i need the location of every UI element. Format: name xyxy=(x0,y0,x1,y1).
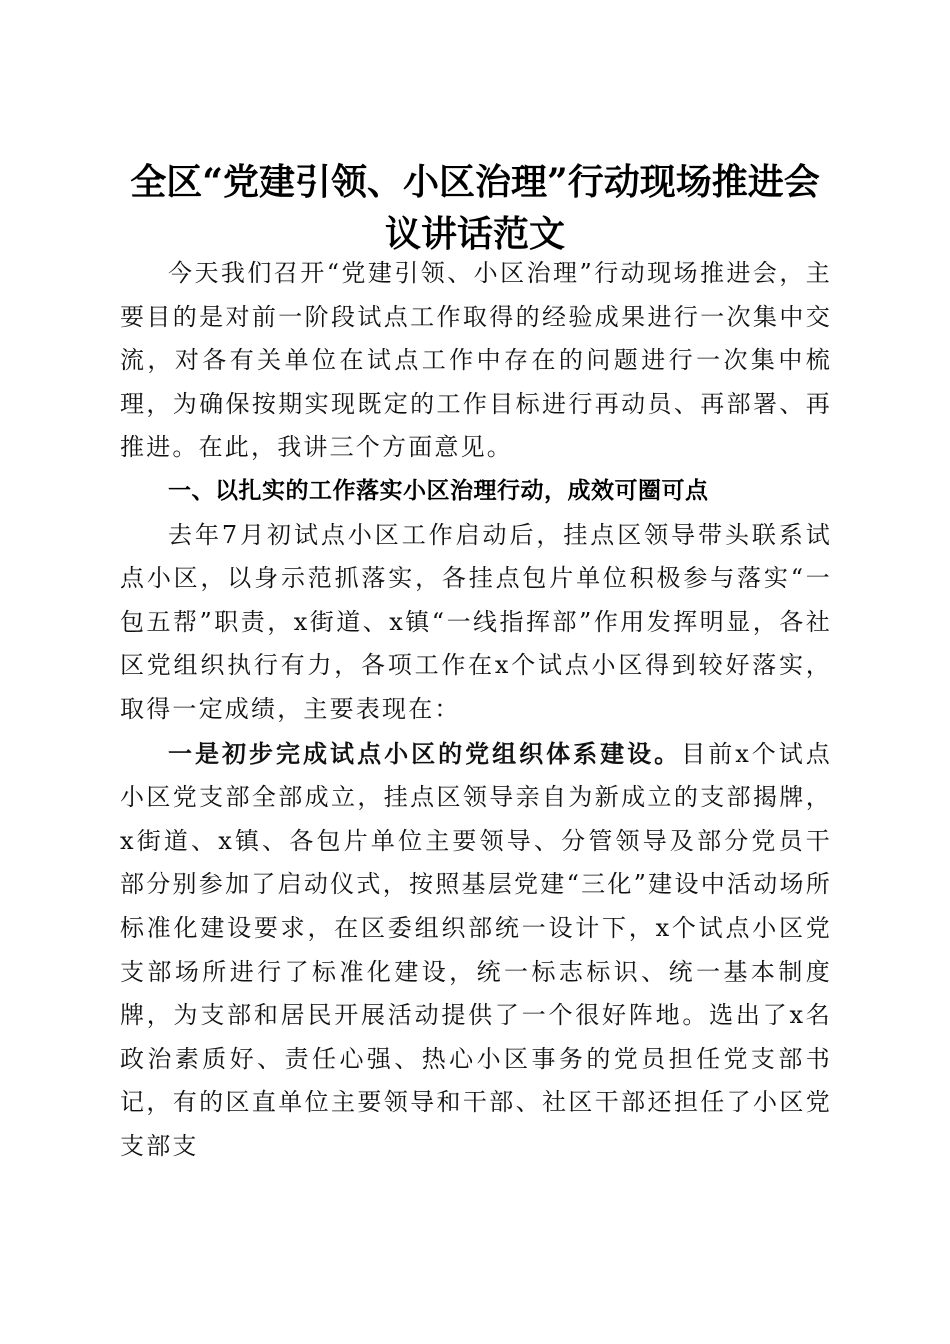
document-title xyxy=(100,156,850,260)
intro-paragraph: 今天我们召开“党建引领、小区治理”行动现场推进会，主要目的是对前一阶段试点工作取得的经验成果进行一次集中交流，对各有关单位在试点工作中存在的问题进行一次集中梳理，为确保按期实现既定的工作目标进行再动员、再部署、再推进。在此，我讲三个方面意见。 xyxy=(120,259,832,462)
title-line-2: 议讲话范文 xyxy=(384,213,565,256)
title-line-1: 全区“党建引领、小区治理”行动现场推进会 xyxy=(130,161,820,204)
section-1-point-1 xyxy=(120,732,832,1169)
point-1-lead: 一是初步完成试点小区的党组织体系建设。 xyxy=(168,738,682,768)
document-body xyxy=(120,252,832,1168)
section-1-paragraph-1: 去年7月初试点小区工作启动后，挂点区领导带头联系试点小区，以身示范抓落实，各挂点包片单位积极参与落实“一包五帮”职责，x街道、x镇“一线指挥部”作用发挥明显，各社区党组织执行有力，各项工作在x个试点小区得到较好落实，取得一定成绩，主要表现在： xyxy=(120,520,832,723)
section-heading-1: 一、以扎实的工作落实小区治理行动，成效可圈可点 xyxy=(168,477,709,504)
point-1-text: 目前x个试点小区党支部全部成立，挂点区领导亲自为新成立的支部揭牌，x街道、x镇、各包片单位主要领导、分管领导及部分党员干部分别参加了启动仪式，按照基层党建“三化”建设中活动场所标准化建设要求，在区委组织部统一设计下，x个试点小区党支部场所进行了标准化建设，统一标志标识、统一基本制度牌，为支部和居民开展活动提供了一个很好阵地。选出了x名政治素质好、责任心强、热心小区事务的党员担任党支部书记，有的区直单位主要领导和干部、社区干部还担任了小区党支部支 xyxy=(120,739,832,1160)
